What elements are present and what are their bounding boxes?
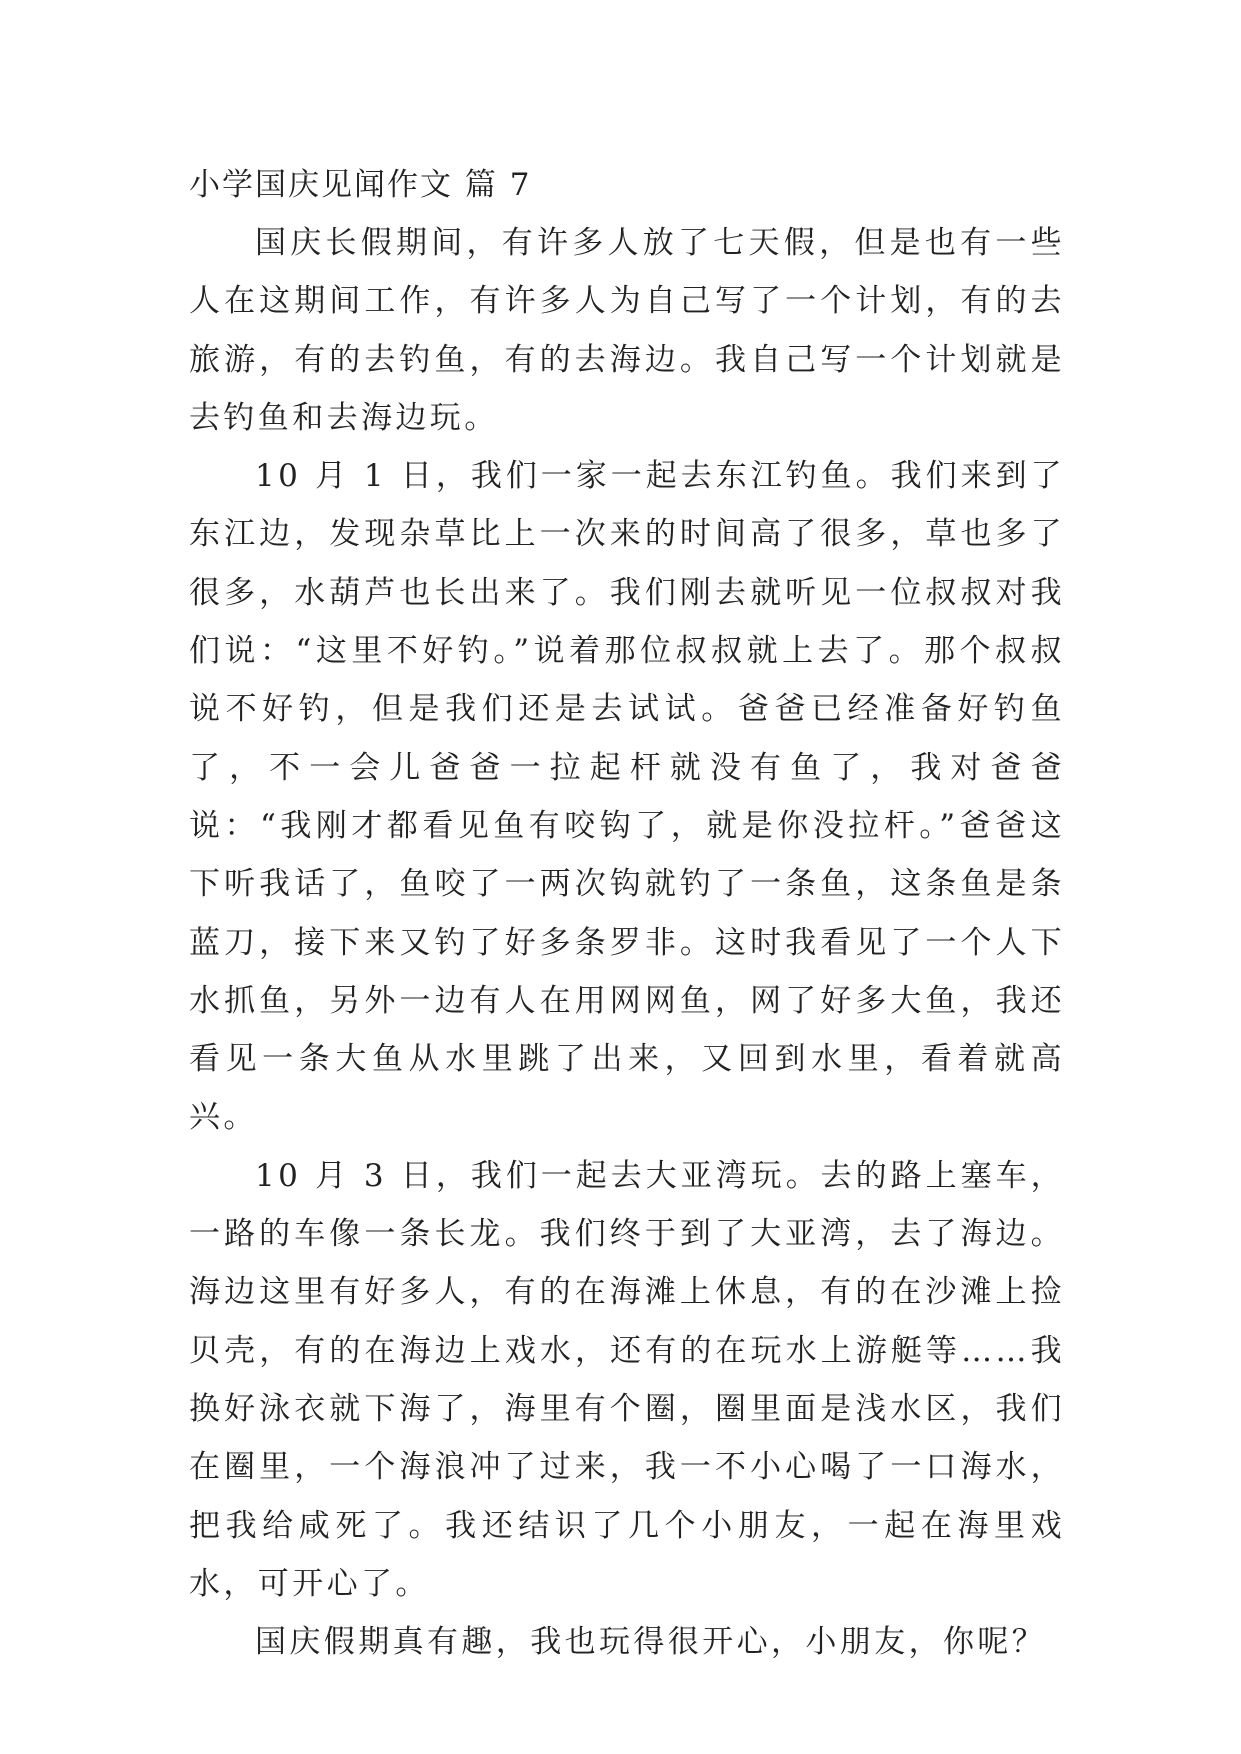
paragraph-oct-3: 10 月 3 日，我们一起去大亚湾玩。去的路上塞车，一路的车像一条长龙。我们终于到了大亚湾，去了海边。海边这里有好多人，有的在海滩上休息，有的在沙滩上捡贝壳，有的在海边上戏水，还有的在玩水上游艇等……我换好泳衣就下海了，海里有个圈，圈里面是浅水区，我们在圈里，一个海浪冲了过来，我一不小心喝了一口海水，把我给咸死了。我还结识了几个小朋友，一起在海里戏水，可开心了。 [189,1157,1065,1602]
paragraph-intro: 国庆长假期间，有许多人放了七天假，但是也有一些人在这期间工作，有许多人为自己写了一个计划，有的去旅游，有的去钓鱼，有的去海边。我自己写一个计划就是去钓鱼和去海边玩。 [189,225,1065,436]
paragraph-oct-1: 10 月 1 日，我们一家一起去东江钓鱼。我们来到了东江边，发现杂草比上一次来的时间高了很多，草也多了很多，水葫芦也长出来了。我们刚去就听见一位叔叔对我们说：“这里不好钓。”说着那位叔叔就上去了。那个叔叔说不好钓，但是我们还是去试试。爸爸已经准备好钓鱼了，不一会儿爸爸一拉起杆就没有鱼了，我对爸爸说：“我刚才都看见鱼有咬钩了，就是你没拉杆。”爸爸这下听我话了，鱼咬了一两次钩就钓了一条鱼，这条鱼是条蓝刀，接下来又钓了好多条罗非。这时我看见了一个人下水抓鱼，另外一边有人在用网网鱼，网了好多大鱼，我还看见一条大鱼从水里跳了出来，又回到水里，看着就高兴。 [189,458,1065,1136]
paragraph-conclusion: 国庆假期真有趣，我也玩得很开心，小朋友，你呢？ [255,1624,1047,1661]
document-title: 小学国庆见闻作文 篇 7 [189,167,532,203]
document-page [189,156,1065,1671]
